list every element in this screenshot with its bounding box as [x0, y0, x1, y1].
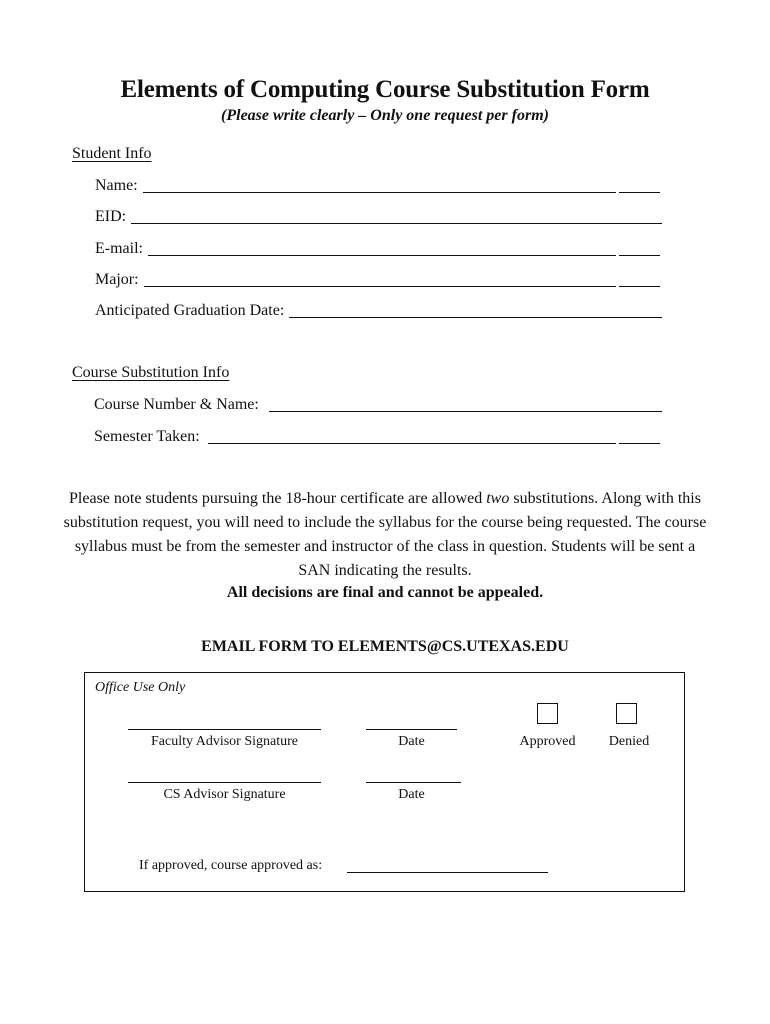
decisions-final-notice: All decisions are final and cannot be appealed.: [226, 584, 544, 601]
major-field[interactable]: [95, 269, 660, 289]
email-label: E-mail:: [95, 240, 143, 257]
denied-checkbox[interactable]: [616, 703, 637, 724]
semester-taken-field[interactable]: [94, 426, 660, 446]
major-input-line[interactable]: [144, 271, 616, 287]
email-field[interactable]: [95, 238, 660, 258]
office-use-label: Office Use Only: [95, 680, 186, 695]
approved-label: Approved: [519, 734, 576, 749]
form-title: Elements of Computing Course Substitution Form: [120, 76, 650, 103]
eid-input-line[interactable]: [131, 208, 662, 224]
eid-label: EID:: [95, 208, 127, 225]
name-label: Name:: [95, 177, 138, 194]
name-field[interactable]: [95, 175, 660, 195]
email-input-line-end: [619, 240, 660, 256]
semester-taken-input-line-end: [619, 428, 660, 444]
graduation-date-field[interactable]: [95, 300, 662, 320]
major-label: Major:: [95, 271, 139, 288]
eid-field[interactable]: [95, 206, 662, 226]
graduation-date-input-line[interactable]: [289, 302, 662, 318]
course-number-field[interactable]: [94, 394, 662, 414]
semester-taken-input-line[interactable]: [208, 428, 616, 444]
semester-taken-label: Semester Taken:: [94, 428, 200, 445]
course-info-heading: Course Substitution Info: [72, 364, 230, 381]
approved-as-label: If approved, course approved as:: [139, 858, 323, 873]
substitution-notice: [60, 487, 710, 583]
faculty-advisor-signature-line[interactable]: [128, 729, 321, 730]
approved-checkbox[interactable]: [537, 703, 558, 724]
major-input-line-end: [619, 271, 660, 287]
faculty-date-line[interactable]: [366, 729, 457, 730]
email-instruction: EMAIL FORM TO ELEMENTS@CS.UTEXAS.EDU: [201, 638, 569, 655]
graduation-date-label: Anticipated Graduation Date:: [95, 302, 285, 319]
denied-label: Denied: [608, 734, 650, 749]
faculty-date-label: Date: [398, 734, 425, 749]
cs-advisor-signature-label: CS Advisor Signature: [163, 787, 286, 802]
student-info-heading: Student Info: [72, 145, 152, 162]
approved-as-line[interactable]: [347, 872, 548, 873]
notice-emphasis: two: [486, 490, 510, 507]
notice-text-start: Please note students pursuing the 18-hour certificate are allowed: [69, 490, 487, 507]
email-input-line[interactable]: [148, 240, 616, 256]
form-subtitle: (Please write clearly – Only one request per form): [221, 107, 549, 124]
name-input-line[interactable]: [143, 177, 616, 193]
name-input-line-end: [619, 177, 660, 193]
course-number-label: Course Number & Name:: [94, 396, 259, 413]
cs-date-line[interactable]: [366, 782, 461, 783]
course-number-input-line[interactable]: [269, 396, 662, 412]
notice-text-end: substitutions. Along with this substitution request, you will need to include the syllabus for the course being requested. The course syllabus must be from the semester and instructor of the class in question. Students will be sent a SAN indicating the results.: [63, 490, 707, 579]
cs-advisor-signature-line[interactable]: [128, 782, 321, 783]
faculty-advisor-signature-label: Faculty Advisor Signature: [151, 734, 298, 749]
cs-date-label: Date: [398, 787, 425, 802]
